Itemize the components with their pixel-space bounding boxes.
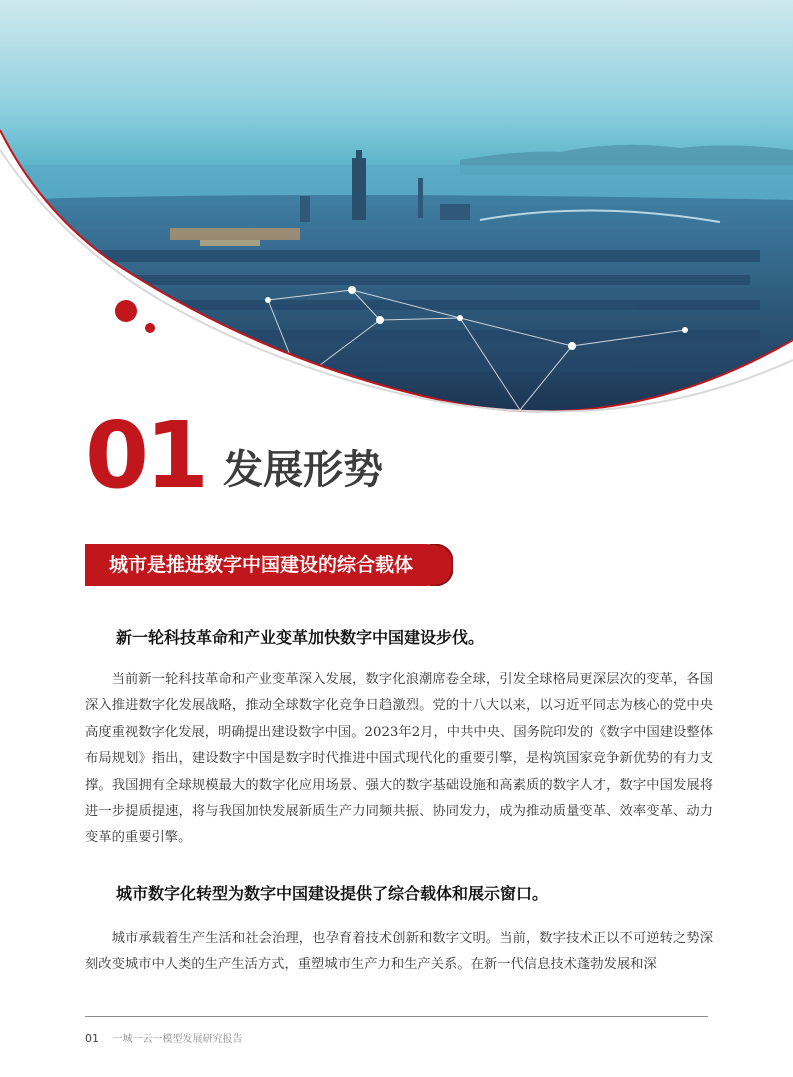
body-paragraph-1: 当前新一轮科技革命和产业变革深入发展，数字化浪潮席卷全球，引发全球格局更深层次的变革，各国深入推进数字化发展战略，推动全球数字化竞争日趋激烈。党的十八大以来，以习近平同志为核心的党中央高度重视数字化发展，明确提出建设数字中国。2023年2月，中共中央、国务院印发的《数字中国建设整体布局规划》指出，建设数字中国是数字时代推进中国式现代化的重要引擎，是构筑国家竞争新优势的有力支撑。我国拥有全球规模最大的数字化应用场景、强大的数字基础设施和高素质的数字人才，数字中国发展将进一步提质提速，将与我国加快发展新质生产力同频共振、协同发力，成为推动质量变革、效率变革、动力变革的重要引擎。 [85, 672, 713, 846]
footer-divider [85, 1016, 708, 1017]
subheading-2: 城市数字化转型为数字中国建设提供了综合载体和展示窗口。 [116, 884, 549, 903]
chapter-title: 发展形势 [223, 447, 384, 493]
subheading-1: 新一轮科技革命和产业变革加快数字中国建设步伐。 [116, 628, 485, 647]
page-footer [85, 1030, 243, 1045]
hero-city-image [0, 0, 793, 430]
section-banner [85, 544, 453, 586]
section-banner-title: 城市是推进数字中国建设的综合载体 [109, 554, 414, 576]
report-title: 一城一云一模型发展研究报告 [112, 1034, 243, 1045]
page-number: 01 [85, 1032, 99, 1045]
chapter-heading [85, 392, 384, 509]
chapter-number: 01 [85, 402, 206, 509]
body-paragraph-2: 城市承载着生产生活和社会治理，也孕育着技术创新和数字文明。当前，数字技术正以不可逆转之势深刻改变城市中人类的生产生活方式，重塑城市生产力和生产关系。在新一代信息技术蓬勃发展和深 [85, 931, 713, 973]
